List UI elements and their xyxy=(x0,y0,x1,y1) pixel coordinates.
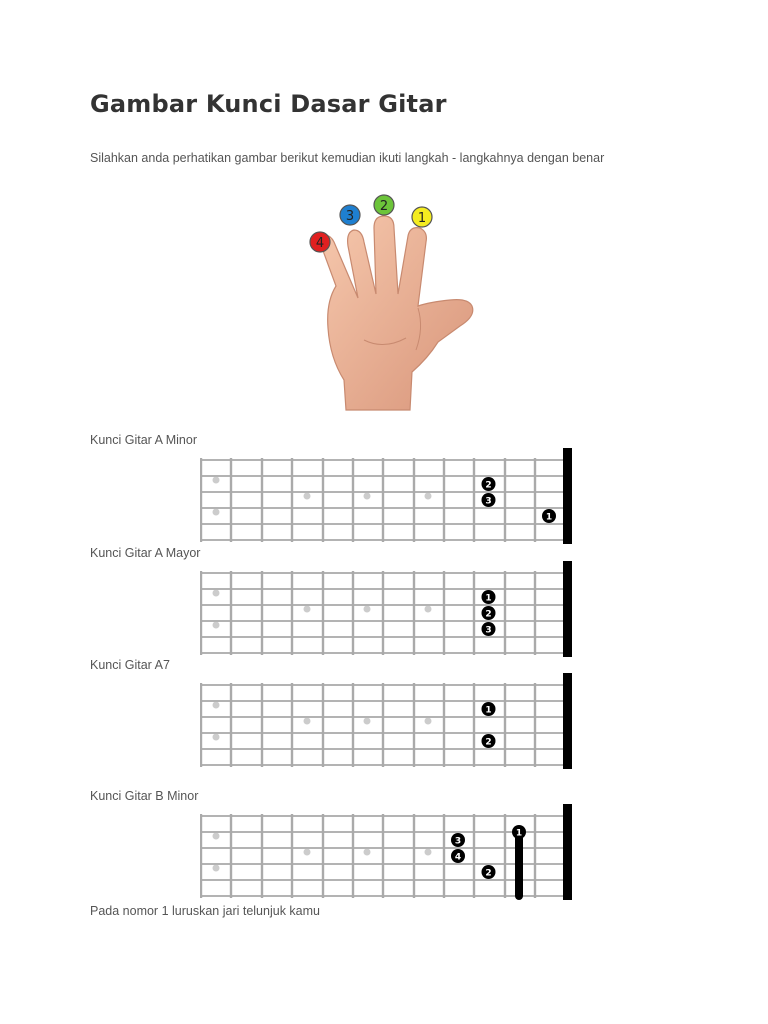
fret-marker xyxy=(364,493,371,500)
finger-dot xyxy=(482,734,496,748)
finger-dot xyxy=(482,865,496,879)
intro-text: Silahkan anda perhatikan gambar berikut kemudian ikuti langkah - langkahnya dengan benar xyxy=(90,151,605,165)
chord-label-a-minor: Kunci Gitar A Minor xyxy=(90,433,197,447)
finger-dot xyxy=(482,590,496,604)
fret-marker xyxy=(213,702,220,709)
fret-marker xyxy=(364,606,371,613)
guitar-nut xyxy=(563,561,572,657)
finger-dot xyxy=(482,702,496,716)
finger-number: 3 xyxy=(345,209,355,224)
fretboard-a-minor xyxy=(200,448,574,544)
finger-dot-number: 3 xyxy=(485,625,492,636)
footer-note: Pada nomor 1 luruskan jari telunjuk kamu xyxy=(90,904,320,918)
finger-dot-number: 1 xyxy=(485,593,492,604)
page-title: Gambar Kunci Dasar Gitar xyxy=(90,90,447,118)
fretboard-b-minor xyxy=(200,804,574,900)
fret-marker xyxy=(304,606,311,613)
chord-label-b-minor: Kunci Gitar B Minor xyxy=(90,789,199,803)
finger-dot-number: 2 xyxy=(485,737,492,748)
finger-dot xyxy=(451,833,465,847)
finger-number: 1 xyxy=(417,211,427,226)
fret-marker xyxy=(304,849,311,856)
finger-dot xyxy=(482,622,496,636)
finger-circle-3 xyxy=(340,205,360,225)
finger-circle-2 xyxy=(374,195,394,215)
fret-marker xyxy=(304,493,311,500)
finger-dot xyxy=(542,509,556,523)
finger-dot-number: 2 xyxy=(485,480,492,491)
fret-marker xyxy=(364,849,371,856)
barre-finger-number: 1 xyxy=(515,828,523,839)
fretboard-a-mayor xyxy=(200,561,574,657)
fretboard-a7 xyxy=(200,673,574,769)
finger-circle-1 xyxy=(412,207,432,227)
finger-number: 2 xyxy=(379,199,389,214)
finger-dot xyxy=(482,606,496,620)
chord-label-a7: Kunci Gitar A7 xyxy=(90,658,170,672)
fret-marker xyxy=(213,590,220,597)
finger-number: 4 xyxy=(315,236,325,251)
fret-marker xyxy=(213,833,220,840)
fret-marker xyxy=(213,477,220,484)
finger-dot-number: 4 xyxy=(454,852,462,863)
guitar-nut xyxy=(563,448,572,544)
guitar-nut xyxy=(563,673,572,769)
finger-dot-number: 1 xyxy=(485,705,492,716)
fret-marker xyxy=(213,734,220,741)
chord-label-a-mayor: Kunci Gitar A Mayor xyxy=(90,546,201,560)
fret-marker xyxy=(304,718,311,725)
guitar-nut xyxy=(563,804,572,900)
finger-dot xyxy=(451,849,465,863)
hand-shape xyxy=(320,216,472,410)
fret-marker xyxy=(213,509,220,516)
fret-marker xyxy=(213,865,220,872)
finger-dot-number: 3 xyxy=(485,496,492,507)
fret-marker xyxy=(425,849,432,856)
finger-dot-number: 3 xyxy=(454,836,462,847)
finger-dot xyxy=(482,493,496,507)
hand-illustration xyxy=(300,190,490,415)
fret-marker xyxy=(213,622,220,629)
fret-marker xyxy=(425,606,432,613)
fret-marker xyxy=(425,718,432,725)
finger-dot xyxy=(482,477,496,491)
finger-dot-number: 2 xyxy=(485,868,492,879)
finger-circle-4 xyxy=(310,232,330,252)
finger-dot-number: 1 xyxy=(545,512,553,523)
fret-marker xyxy=(425,493,432,500)
finger-dot-number: 2 xyxy=(485,609,492,620)
fret-marker xyxy=(364,718,371,725)
